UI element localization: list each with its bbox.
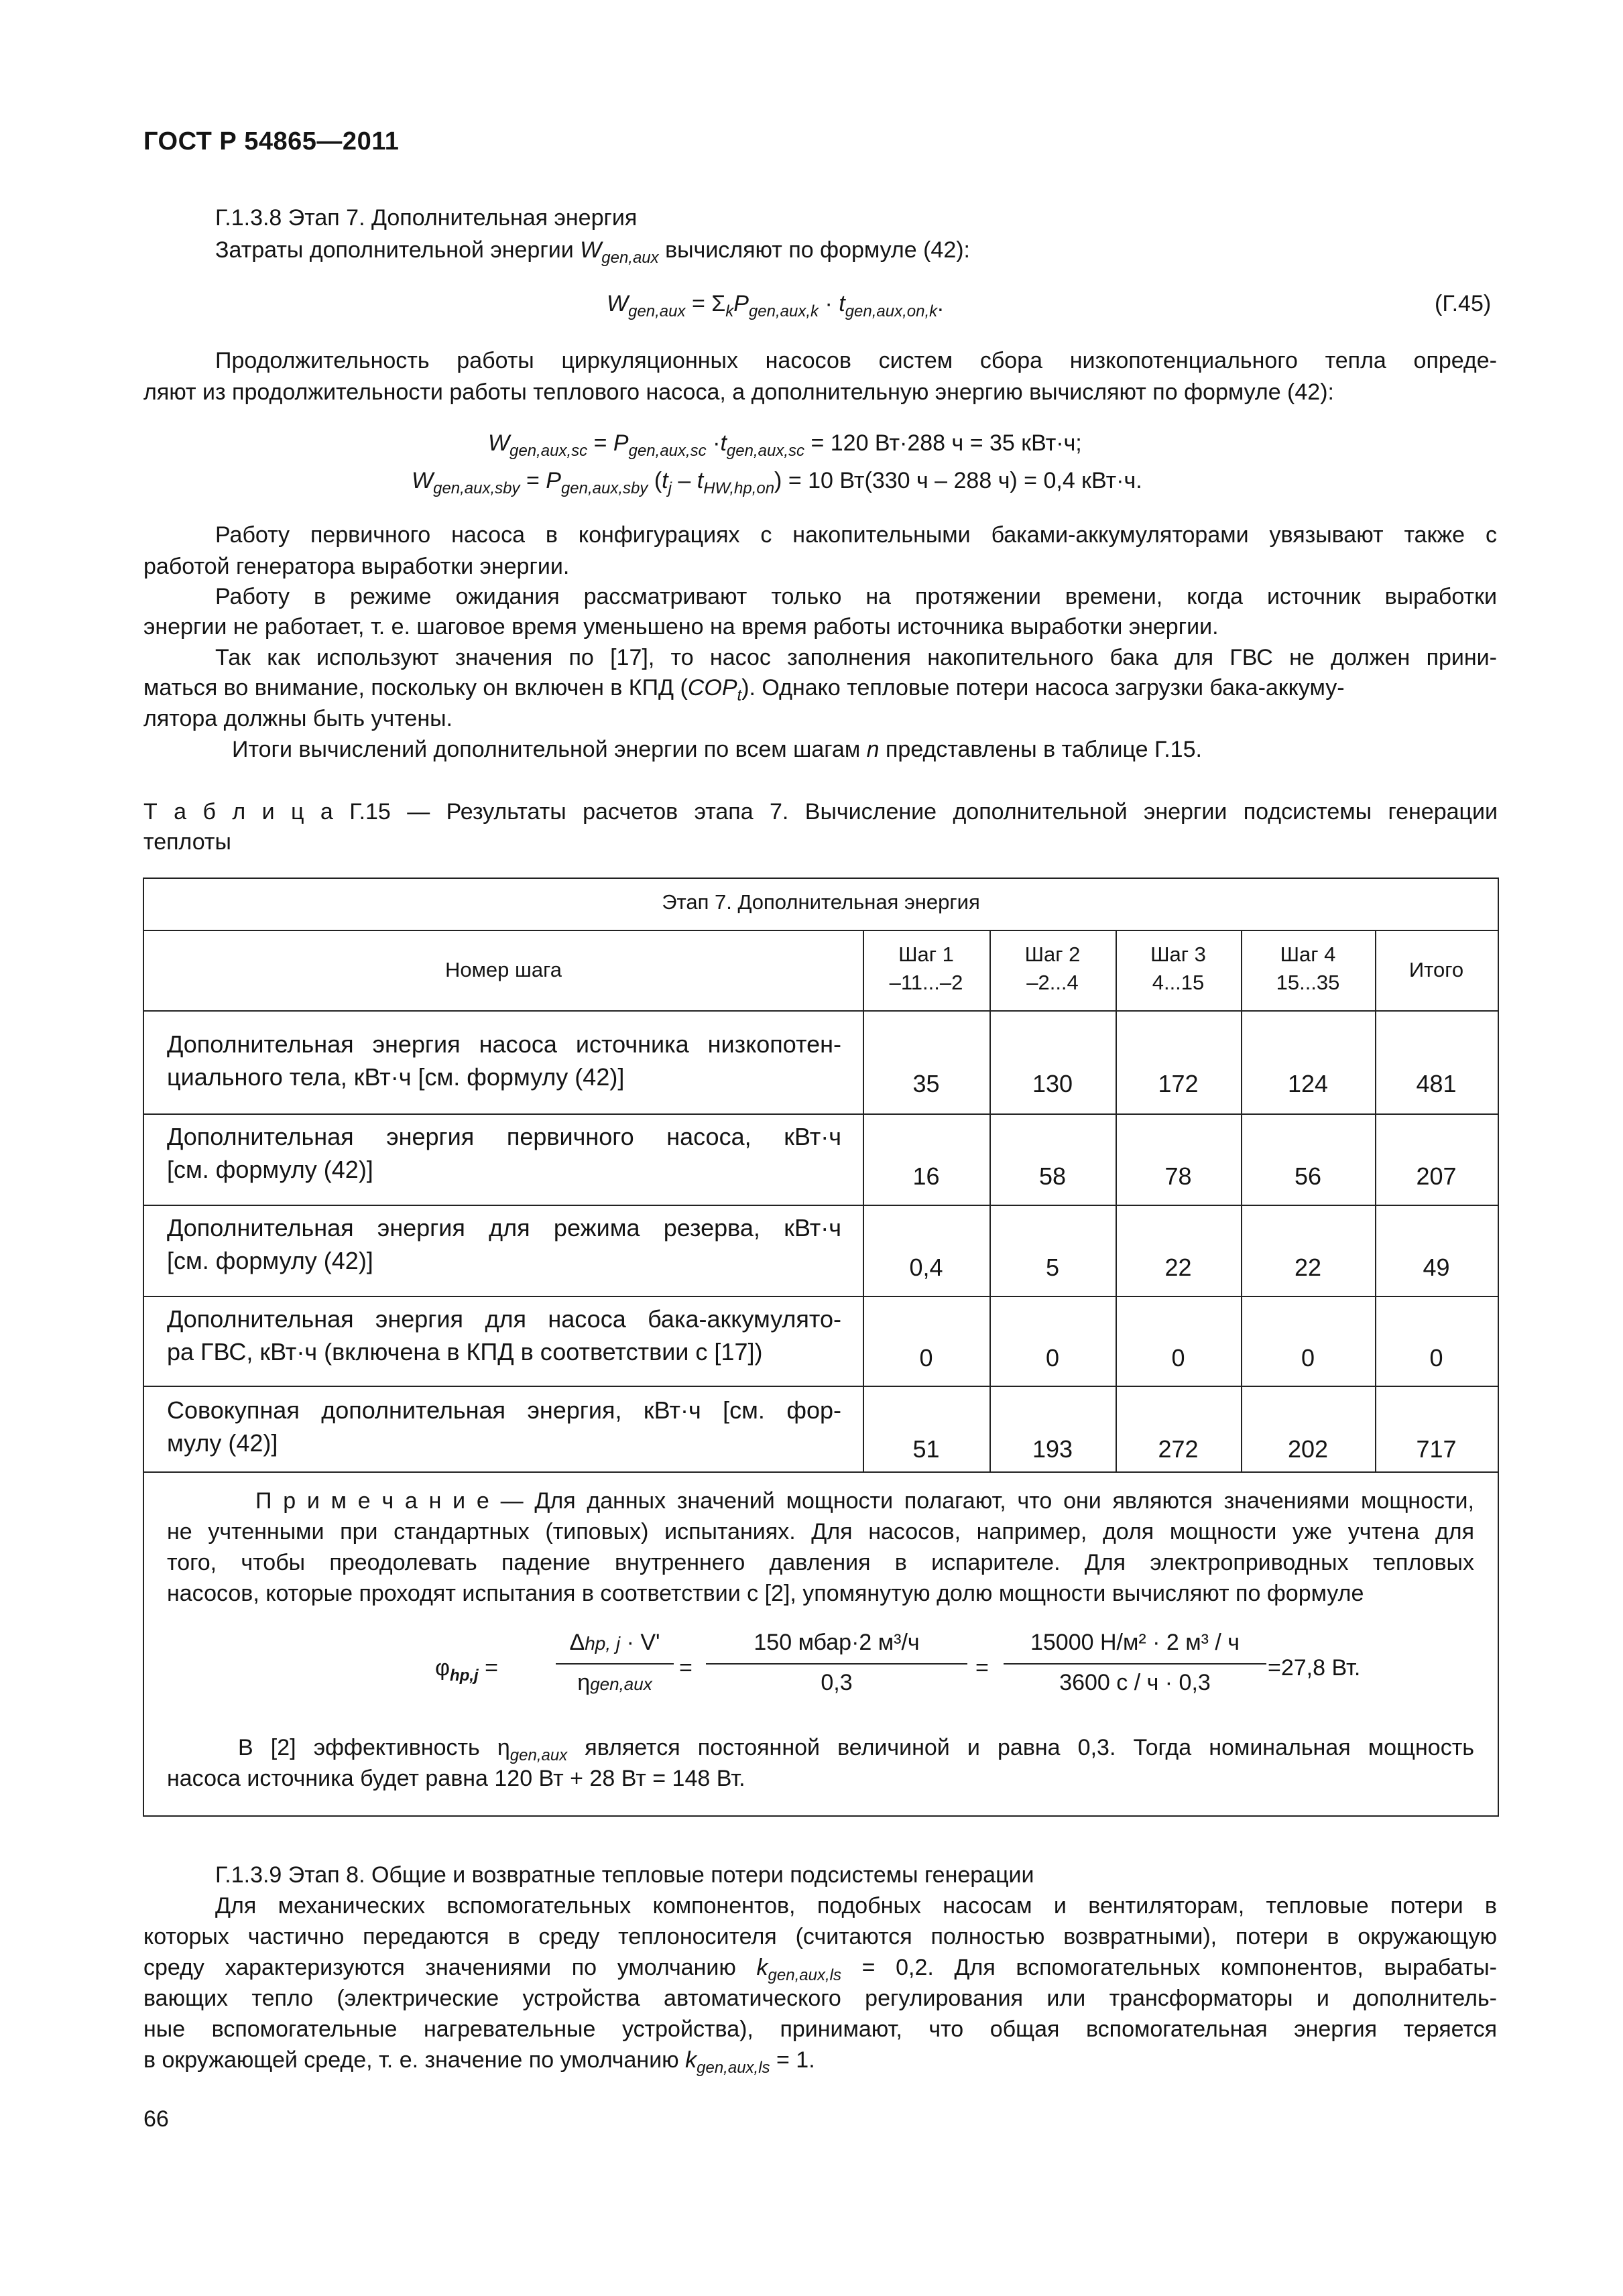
row1-step2: 130 xyxy=(1032,1070,1073,1097)
table-rule xyxy=(144,1471,1498,1473)
page-number: 66 xyxy=(143,2106,169,2132)
table-rule xyxy=(144,1010,1498,1012)
col-header-step1: Шаг 1 –11...–2 xyxy=(889,943,963,994)
g139-line2: которых частично передаются в среду теплоносителя (считаются полностью возвратными), потери в окружающую xyxy=(143,1924,1497,1949)
row4-step3: 0 xyxy=(1171,1344,1185,1372)
row3-label-line1: Дополнительная энергия для режима резерва, кВт·ч xyxy=(167,1214,841,1242)
section-title-g139: Г.1.3.9 Этап 8. Общие и возвратные тепловые потери подсистемы генерации xyxy=(215,1862,1034,1888)
col-header-step4: Шаг 4 15...35 xyxy=(1276,943,1340,994)
row3-step2: 5 xyxy=(1045,1254,1060,1281)
row1-step4: 124 xyxy=(1287,1070,1329,1097)
g139-line3: среду характеризуются значениями по умолчанию $k_{gen,aux,ls} = 0,2$. Для вспомогательных компонентов, вырабаты- xyxy=(143,1955,1498,1984)
intro-var: W xyxy=(580,237,602,263)
frac1-numerator: Δhp, j · V' xyxy=(569,1630,660,1655)
row4-label-line1: Дополнительная энергия для насоса бака-аккумулято- xyxy=(167,1305,841,1333)
row1-label-line1: Дополнительная энергия насоса источника низкопотен- xyxy=(167,1030,841,1058)
note-after-line2: насоса источника будет равна 120 Вт + 28 Вт = 148 Вт. xyxy=(167,1766,745,1791)
note-line4: насосов, которые проходят испытания в соответствии с [2], упомянутую долю мощности вычисляют по формуле xyxy=(167,1581,1364,1606)
para4-line1: Так как используют значения по [17], то насос заполнения накопительного бака для ГВС не должен прини- xyxy=(215,645,1497,670)
row2-step1: 16 xyxy=(912,1162,940,1190)
table-rule xyxy=(144,1296,1498,1297)
table-rule xyxy=(1116,930,1117,1471)
row1-step1: 35 xyxy=(912,1070,940,1097)
g139-line4: вающих тепло (электрические устройства автоматического регулирования или трансформаторы и дополнитель- xyxy=(143,1986,1497,2011)
para2-line2: работой генератора выработки энергии. xyxy=(143,554,570,579)
col-header-total: Итого xyxy=(1408,958,1464,981)
table-rule xyxy=(144,1113,1498,1115)
note-label: П р и м е ч а н и е xyxy=(255,1488,489,1514)
para2-line1: Работу первичного насоса в конфигурациях с накопительными баками-аккумуляторами увязывают также с xyxy=(215,522,1497,548)
note-line1-text: — Для данных значений мощности полагают, что они являются значениями мощности, xyxy=(489,1488,1474,1514)
section-title-g138: Г.1.3.8 Этап 7. Дополнительная энергия xyxy=(215,205,638,231)
g139-line1: Для механических вспомогательных компонентов, подобных насосам и вентиляторам, тепловые потери в xyxy=(215,1893,1497,1919)
frac3-numerator: 15000 Н/м² · 2 м³ / ч xyxy=(1030,1630,1240,1655)
table-caption-line1 xyxy=(143,796,1498,827)
row5-step1: 51 xyxy=(912,1435,940,1463)
note-line1 xyxy=(167,1485,1474,1517)
row4-step4: 0 xyxy=(1301,1344,1315,1372)
row4-total: 0 xyxy=(1429,1344,1443,1372)
frac2-denominator: 0,3 xyxy=(821,1670,853,1695)
phi-result: =27,8 Вт. xyxy=(1268,1655,1361,1681)
table-caption-label: Т а б л и ц а xyxy=(143,799,333,825)
row1-label-line2: циального тела, кВт·ч [см. формулу (42)] xyxy=(167,1063,625,1091)
table-rule xyxy=(144,930,1498,931)
table-rule xyxy=(1241,930,1242,1471)
note-line2: не учтенными при стандартных (типовых) испытаниях. Для насосов, например, доля мощности уже учтена для xyxy=(167,1519,1474,1545)
row2-step3: 78 xyxy=(1164,1162,1192,1190)
formula-g45: $W_{gen,aux} = \Sigma_kP_{gen,aux,k} \cdot t_{gen,aux,on,k}$. xyxy=(607,291,944,320)
para4-line2: маться во внимание, поскольку он включен в КПД $(COP_t)$. Однако тепловые потери насоса загрузки бака-аккуму- xyxy=(143,675,1345,705)
col-header-step3: Шаг 3 4...15 xyxy=(1150,943,1206,994)
note-line3: того, чтобы преодолевать падение внутреннего давления в испарителе. Для электроприводных тепловых xyxy=(167,1550,1474,1575)
para3-line2: энергии не работает, т. е. шаговое время уменьшено на время работы источника выработки энергии. xyxy=(143,614,1219,640)
col-header-step2: Шаг 2 –2...4 xyxy=(1024,943,1081,994)
intro-line xyxy=(215,235,970,274)
para1-line2: ляют из продолжительности работы теплового насоса, а дополнительную энергию вычисляют по формуле (42): xyxy=(143,379,1334,405)
row3-total: 49 xyxy=(1423,1254,1450,1281)
eq2: = xyxy=(679,1655,693,1681)
row2-step2: 58 xyxy=(1038,1162,1067,1190)
row1-total: 481 xyxy=(1416,1070,1457,1097)
col-header-step: Номер шага xyxy=(444,958,562,981)
row3-step4: 22 xyxy=(1294,1254,1322,1281)
frac2-bar xyxy=(706,1663,967,1665)
para1-line1: Продолжительность работы циркуляционных насосов систем сбора низкопотенциального тепла опреде- xyxy=(215,348,1497,373)
row4-step2: 0 xyxy=(1045,1344,1060,1372)
row5-label-line2: мулу (42)] xyxy=(167,1429,278,1457)
row2-label-line1: Дополнительная энергия первичного насоса, кВт·ч xyxy=(167,1123,841,1150)
g139-line5: ные вспомогательные нагревательные устройства), принимают, что общая вспомогательная энергия теряется xyxy=(143,2016,1497,2042)
intro-var-sub: gen,aux xyxy=(601,248,659,267)
table-title: Этап 7. Дополнительная энергия xyxy=(662,890,980,914)
table-caption-line2: теплоты xyxy=(143,829,231,855)
row3-step3: 22 xyxy=(1164,1254,1192,1281)
table-rule xyxy=(144,1205,1498,1206)
eq3: = xyxy=(975,1655,989,1681)
equation-sby: $W_{gen,aux,sby} = P_{gen,aux,sby}$ $(t_j - t_{HW,hp,on}) = 10$ Вт(330 ч – 288 ч) = 0,4 кВт·ч. xyxy=(412,468,1142,497)
table-rule xyxy=(1375,930,1376,1471)
note-after-line1: В [2] эффективность $\eta_{gen,aux}$ является постоянной величиной и равна 0,3. Тогда номинальная мощность xyxy=(238,1735,1474,1764)
para5: Итоги вычислений дополнительной энергии по всем шагам n представлены в таблице Г.15. xyxy=(232,737,1202,762)
row4-label-line2: ра ГВС, кВт·ч (включена в КПД в соответствии с [17]) xyxy=(167,1338,763,1366)
table-caption-text: Г.15 — Результаты расчетов этапа 7. Вычисление дополнительной энергии подсистемы генерации xyxy=(333,799,1498,825)
row2-label-line2: [см. формулу (42)] xyxy=(167,1156,373,1183)
row2-total: 207 xyxy=(1416,1162,1457,1190)
g139-line6: в окружающей среде, т. е. значение по умолчанию $k_{gen,aux,ls} = 1$. xyxy=(143,2047,815,2077)
row2-step4: 56 xyxy=(1294,1162,1322,1190)
row5-step2: 193 xyxy=(1032,1435,1073,1463)
results-table xyxy=(143,878,1499,1817)
table-rule xyxy=(989,930,991,1471)
intro-pre: Затраты дополнительной энергии xyxy=(215,237,581,263)
row4-step1: 0 xyxy=(919,1344,933,1372)
frac1-denominator: ηgen,aux xyxy=(577,1670,652,1695)
row5-total: 717 xyxy=(1416,1435,1457,1463)
table-rule xyxy=(863,930,864,1471)
standard-header: ГОСТ Р 54865—2011 xyxy=(143,127,400,156)
para4-line3: лятора должны быть учтены. xyxy=(143,706,453,731)
row5-label-line1: Совокупная дополнительная энергия, кВт·ч [см. фор- xyxy=(167,1396,841,1424)
frac1-bar xyxy=(556,1663,674,1665)
row1-step3: 172 xyxy=(1158,1070,1199,1097)
frac2-numerator: 150 мбар·2 м³/ч xyxy=(754,1630,920,1655)
equation-sc: $W_{gen,aux,sc} = P_{gen,aux,sc} \cdot t_{gen,aux,sc} = 120$ Вт·288 ч = 35 кВт·ч; xyxy=(488,430,1082,460)
frac3-bar xyxy=(1004,1663,1266,1665)
row3-label-line2: [см. формулу (42)] xyxy=(167,1247,373,1274)
para3-line1: Работу в режиме ожидания рассматривают только на протяжении времени, когда источник выработки xyxy=(215,584,1497,609)
intro-post: вычисляют по формуле (42): xyxy=(658,237,971,263)
table-rule xyxy=(144,1386,1498,1387)
formula-g45-number: (Г.45) xyxy=(1435,291,1492,316)
row3-step1: 0,4 xyxy=(909,1254,943,1281)
frac3-denominator: 3600 с / ч · 0,3 xyxy=(1059,1670,1211,1695)
phi-lhs: $\varphi_{hp,j}$ = xyxy=(435,1655,499,1685)
row5-step3: 272 xyxy=(1158,1435,1199,1463)
row5-step4: 202 xyxy=(1287,1435,1329,1463)
